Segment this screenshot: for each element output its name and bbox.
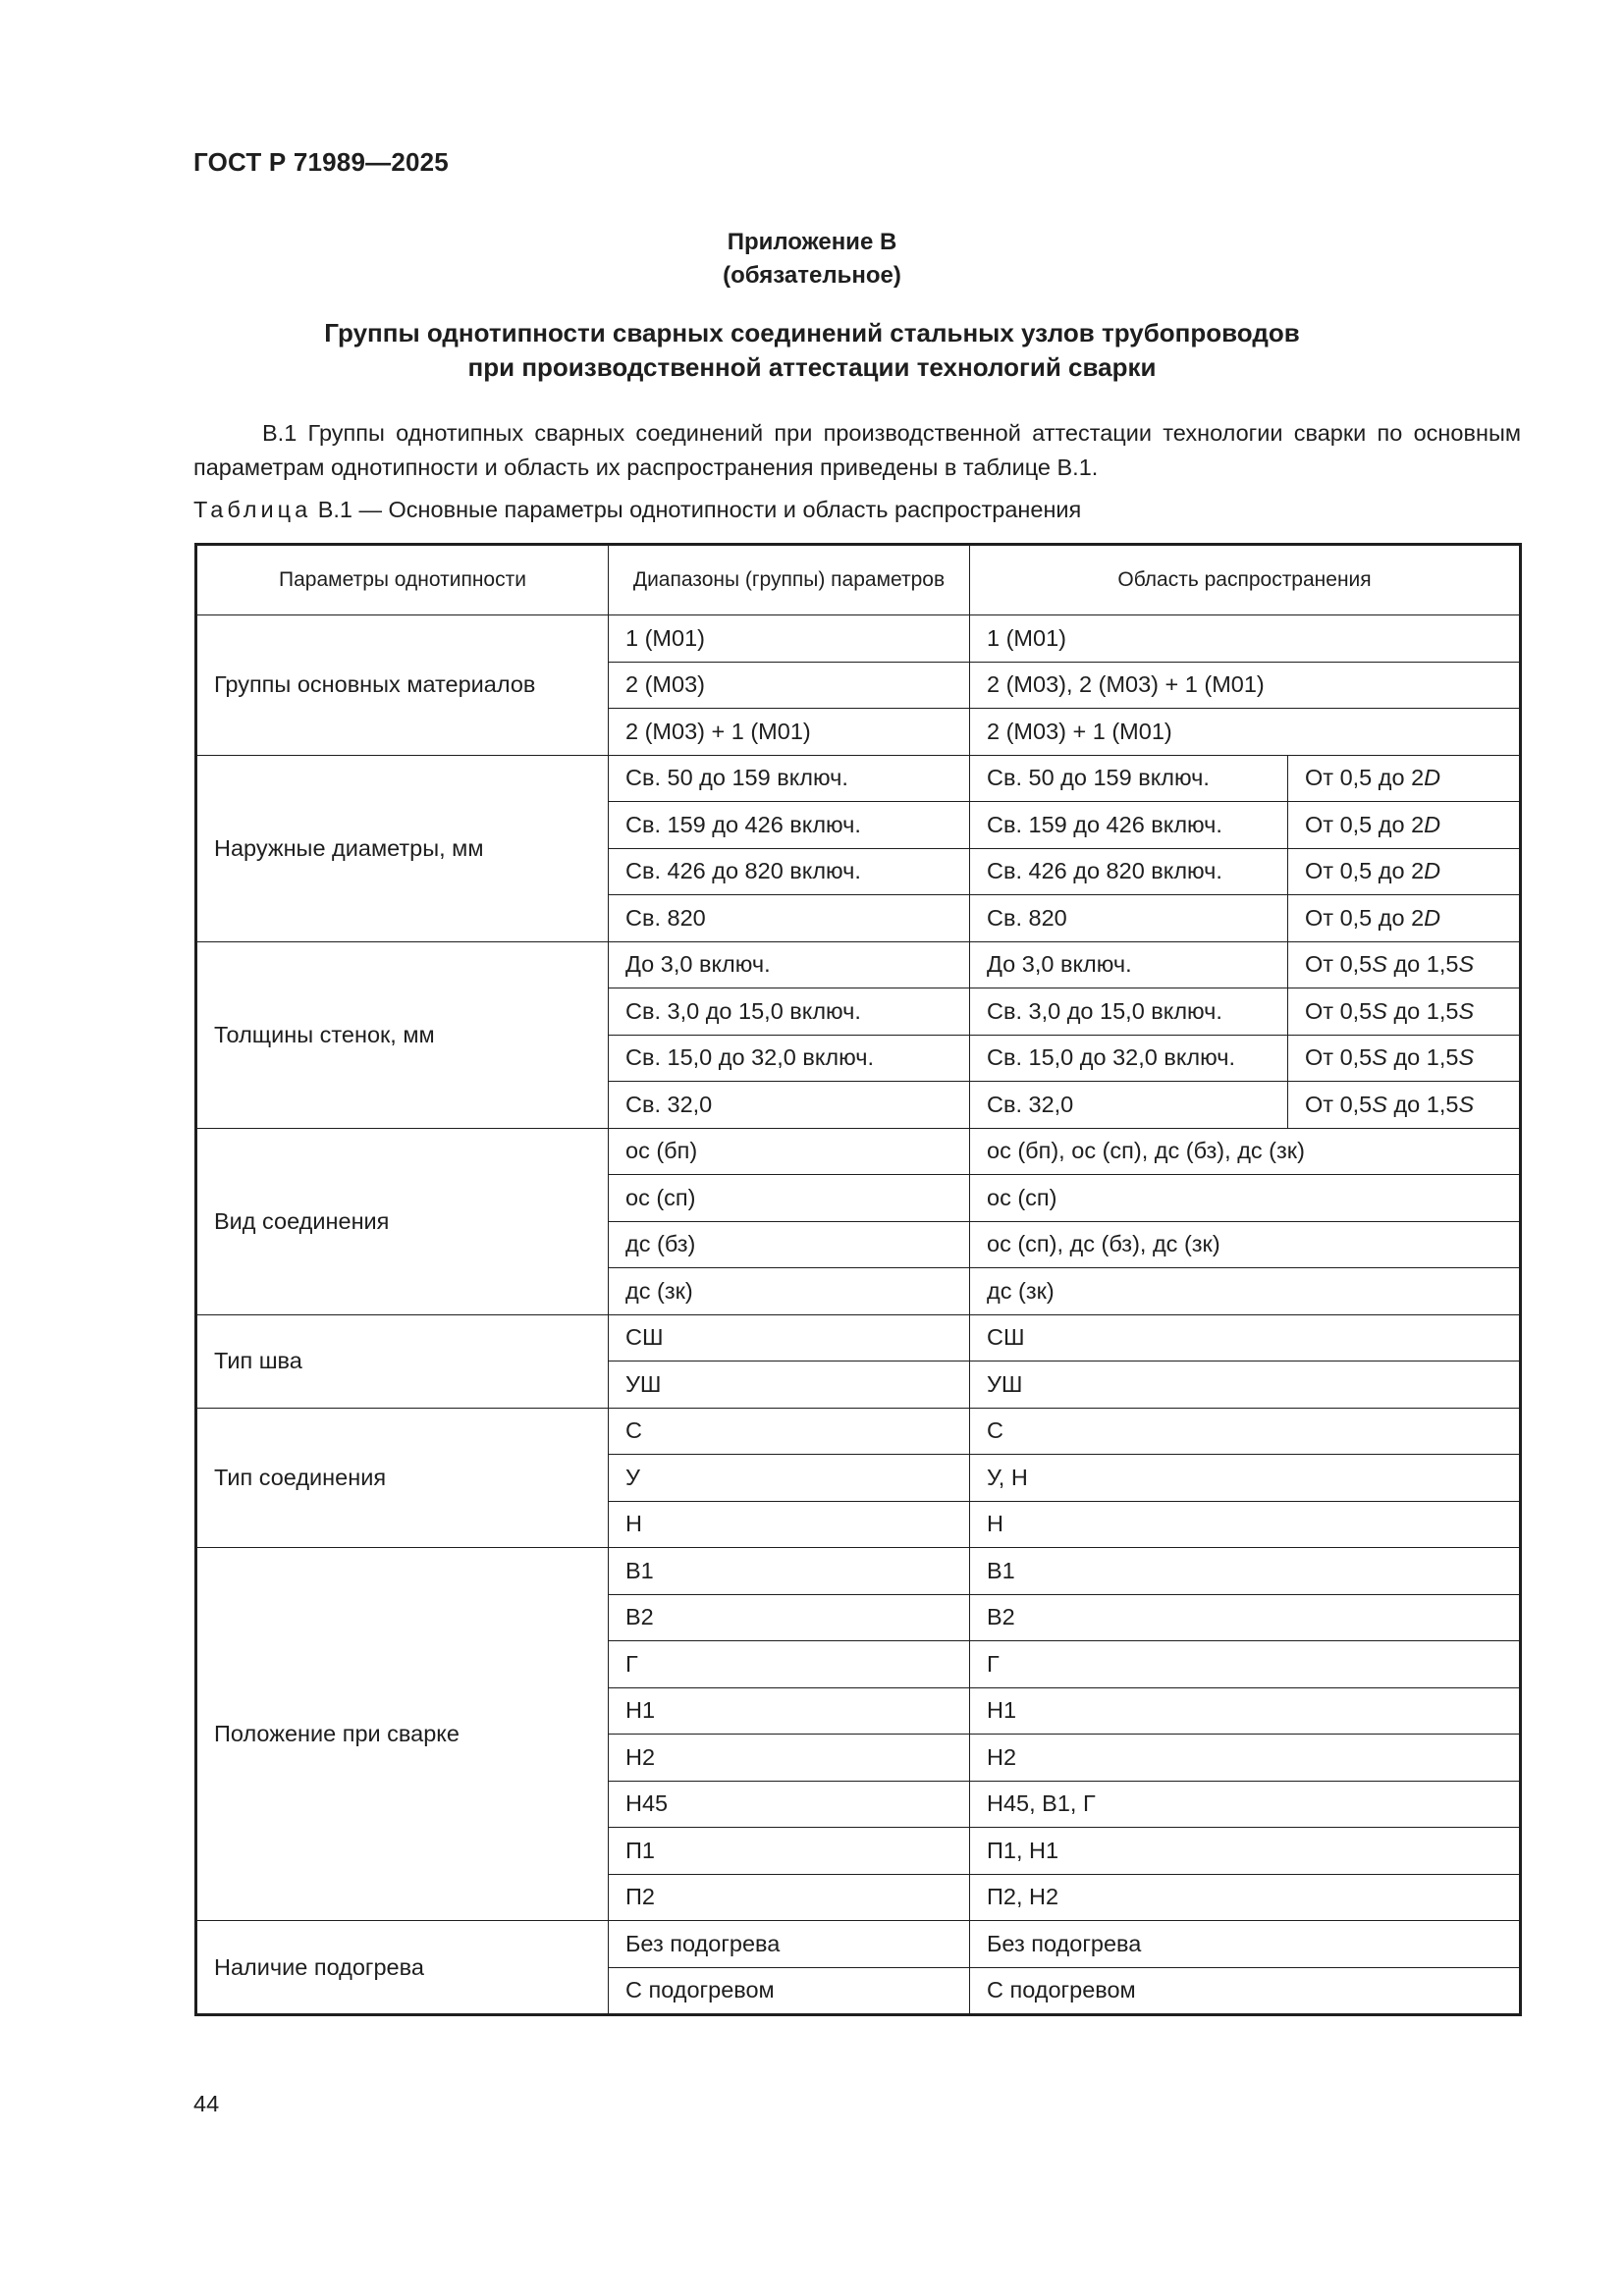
area-cell: П2, Н2 bbox=[970, 1874, 1521, 1921]
param-cell: Положение при сварке bbox=[196, 1548, 609, 1921]
area-extra-cell: От 0,5S до 1,5S bbox=[1288, 1082, 1521, 1129]
area-extra-cell: От 0,5 до 2D bbox=[1288, 848, 1521, 895]
range-cell: В2 bbox=[609, 1594, 970, 1641]
range-cell: Св. 820 bbox=[609, 895, 970, 942]
area-cell: ос (сп) bbox=[970, 1175, 1521, 1222]
area-extra-cell: От 0,5 до 2D bbox=[1288, 802, 1521, 849]
range-cell: 2 (М03) + 1 (М01) bbox=[609, 709, 970, 756]
header-area: Область распространения bbox=[970, 545, 1521, 615]
area-cell: дс (зк) bbox=[970, 1268, 1521, 1315]
range-cell: В1 bbox=[609, 1548, 970, 1595]
table-row bbox=[196, 1408, 1521, 1455]
range-cell: СШ bbox=[609, 1314, 970, 1362]
table-row bbox=[196, 1314, 1521, 1362]
area-cell: В2 bbox=[970, 1594, 1521, 1641]
range-cell: ос (бп) bbox=[609, 1128, 970, 1175]
header-params: Параметры однотипности bbox=[196, 545, 609, 615]
area-cell: Н45, В1, Г bbox=[970, 1781, 1521, 1828]
area-cell: ос (сп), дс (бз), дс (зк) bbox=[970, 1221, 1521, 1268]
area-extra-cell: От 0,5S до 1,5S bbox=[1288, 988, 1521, 1036]
table-body bbox=[196, 615, 1521, 2015]
param-cell: Наличие подогрева bbox=[196, 1921, 609, 2015]
range-cell: УШ bbox=[609, 1362, 970, 1409]
range-cell: С bbox=[609, 1408, 970, 1455]
param-cell: Толщины стенок, мм bbox=[196, 941, 609, 1128]
table-row bbox=[196, 941, 1521, 988]
area-cell: П1, Н1 bbox=[970, 1828, 1521, 1875]
range-cell: Св. 32,0 bbox=[609, 1082, 970, 1129]
table-header-row bbox=[196, 545, 1521, 615]
intro-paragraph: В.1 Группы однотипных сварных соединений при производственной аттестации технологии сварки по основным параметрам однотипности и область их распространения приведены в таблице В.1. bbox=[193, 420, 1521, 480]
area-cell: Св. 820 bbox=[970, 895, 1288, 942]
param-cell: Тип соединения bbox=[196, 1408, 609, 1548]
area-cell: Св. 32,0 bbox=[970, 1082, 1288, 1129]
param-cell: Наружные диаметры, мм bbox=[196, 755, 609, 941]
range-cell: ос (сп) bbox=[609, 1175, 970, 1222]
title-line-2: при производственной аттестации технологий сварки bbox=[467, 352, 1157, 382]
header-ranges: Диапазоны (группы) параметров bbox=[609, 545, 970, 615]
range-cell: Без подогрева bbox=[609, 1921, 970, 1968]
area-cell: У, Н bbox=[970, 1455, 1521, 1502]
range-cell: 2 (М03) bbox=[609, 662, 970, 709]
area-extra-cell: От 0,5S до 1,5S bbox=[1288, 941, 1521, 988]
area-extra-cell: От 0,5 до 2D bbox=[1288, 895, 1521, 942]
area-extra-cell: От 0,5S до 1,5S bbox=[1288, 1035, 1521, 1082]
area-cell: 2 (М03) + 1 (М01) bbox=[970, 709, 1521, 756]
range-cell: Св. 426 до 820 включ. bbox=[609, 848, 970, 895]
document-code: ГОСТ Р 71989—2025 bbox=[193, 147, 449, 177]
range-cell: До 3,0 включ. bbox=[609, 941, 970, 988]
range-cell: С подогревом bbox=[609, 1967, 970, 2015]
table-row bbox=[196, 1921, 1521, 1968]
parameters-table-container bbox=[194, 543, 1519, 2016]
table-caption bbox=[193, 497, 1081, 523]
table-row bbox=[196, 1548, 1521, 1595]
range-cell: Св. 50 до 159 включ. bbox=[609, 755, 970, 802]
area-cell: СШ bbox=[970, 1314, 1521, 1362]
area-cell: Г bbox=[970, 1641, 1521, 1688]
table-row bbox=[196, 1128, 1521, 1175]
param-cell: Тип шва bbox=[196, 1314, 609, 1408]
range-cell: Г bbox=[609, 1641, 970, 1688]
area-cell: С подогревом bbox=[970, 1967, 1521, 2015]
range-cell: 1 (М01) bbox=[609, 615, 970, 663]
area-cell: До 3,0 включ. bbox=[970, 941, 1288, 988]
table-row bbox=[196, 615, 1521, 663]
area-cell: В1 bbox=[970, 1548, 1521, 1595]
range-cell: Св. 3,0 до 15,0 включ. bbox=[609, 988, 970, 1036]
area-cell: ос (бп), ос (сп), дс (бз), дс (зк) bbox=[970, 1128, 1521, 1175]
area-cell: Н2 bbox=[970, 1735, 1521, 1782]
range-cell: П1 bbox=[609, 1828, 970, 1875]
range-cell: Н bbox=[609, 1501, 970, 1548]
area-cell: Св. 50 до 159 включ. bbox=[970, 755, 1288, 802]
area-cell: Св. 15,0 до 32,0 включ. bbox=[970, 1035, 1288, 1082]
range-cell: Св. 15,0 до 32,0 включ. bbox=[609, 1035, 970, 1082]
table-caption-text: В.1 — Основные параметры однотипности и область распространения bbox=[317, 497, 1082, 522]
area-cell: Без подогрева bbox=[970, 1921, 1521, 1968]
area-cell: Св. 3,0 до 15,0 включ. bbox=[970, 988, 1288, 1036]
range-cell: Н45 bbox=[609, 1781, 970, 1828]
title-line-1: Группы однотипности сварных соединений стальных узлов трубопроводов bbox=[324, 318, 1300, 347]
range-cell: Н1 bbox=[609, 1687, 970, 1735]
appendix-title bbox=[0, 316, 1624, 385]
range-cell: дс (бз) bbox=[609, 1221, 970, 1268]
range-cell: Н2 bbox=[609, 1735, 970, 1782]
area-cell: 1 (М01) bbox=[970, 615, 1521, 663]
area-cell: 2 (М03), 2 (М03) + 1 (М01) bbox=[970, 662, 1521, 709]
appendix-heading bbox=[0, 226, 1624, 293]
area-cell: Св. 159 до 426 включ. bbox=[970, 802, 1288, 849]
area-cell: Н1 bbox=[970, 1687, 1521, 1735]
area-cell: С bbox=[970, 1408, 1521, 1455]
range-cell: дс (зк) bbox=[609, 1268, 970, 1315]
area-cell: Н bbox=[970, 1501, 1521, 1548]
table-row bbox=[196, 755, 1521, 802]
param-cell: Группы основных материалов bbox=[196, 615, 609, 756]
param-cell: Вид соединения bbox=[196, 1128, 609, 1314]
area-extra-cell: От 0,5 до 2D bbox=[1288, 755, 1521, 802]
appendix-label: Приложение В bbox=[727, 229, 897, 255]
area-cell: УШ bbox=[970, 1362, 1521, 1409]
range-cell: У bbox=[609, 1455, 970, 1502]
parameters-table bbox=[194, 543, 1522, 2016]
area-cell: Св. 426 до 820 включ. bbox=[970, 848, 1288, 895]
range-cell: П2 bbox=[609, 1874, 970, 1921]
table-caption-prefix: Таблица bbox=[193, 497, 312, 522]
range-cell: Св. 159 до 426 включ. bbox=[609, 802, 970, 849]
page-number: 44 bbox=[193, 2091, 220, 2116]
appendix-status: (обязательное) bbox=[723, 262, 901, 289]
